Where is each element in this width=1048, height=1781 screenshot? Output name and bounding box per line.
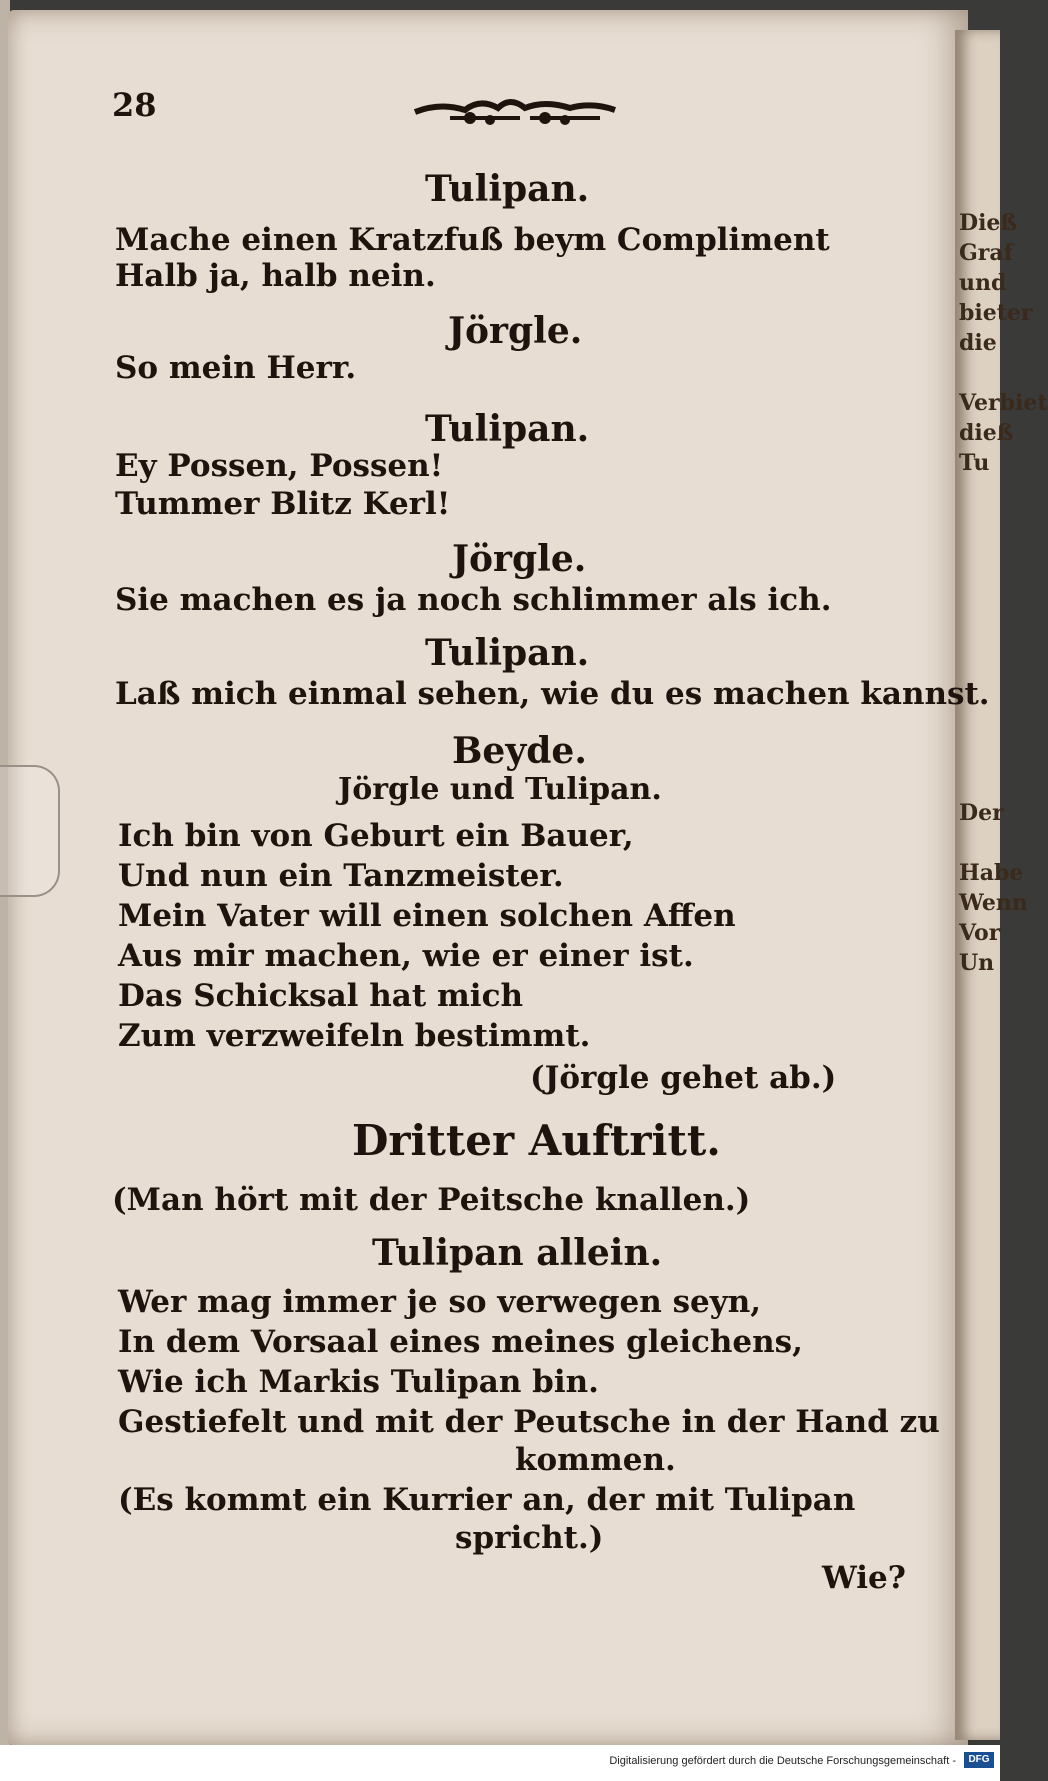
dfg-logo: DFG — [964, 1752, 994, 1768]
stage-direction: spricht.) — [455, 1520, 604, 1556]
page-number: 28 — [112, 86, 157, 124]
speaker-subtitle: Jörgle und Tulipan. — [338, 772, 662, 807]
speaker-tulipan: Tulipan. — [425, 168, 590, 210]
ornament-icon — [410, 88, 620, 132]
verse-line: Wie ich Markis Tulipan bin. — [118, 1364, 599, 1400]
verse-line: So mein Herr. — [115, 350, 357, 386]
verse-line: Wie? — [822, 1560, 906, 1596]
speaker-tulipan: Tulipan. — [425, 408, 590, 450]
verse-line: Ich bin von Geburt ein Bauer, — [118, 818, 634, 854]
speaker-beyde: Beyde. — [452, 730, 587, 772]
verse-line: Gestiefelt und mit der Peutsche in der Hand zu — [118, 1404, 940, 1440]
verse-line: Zum verzweifeln bestimmt. — [118, 1018, 591, 1054]
scene-heading: Dritter Auftritt. — [352, 1116, 721, 1165]
verse-line: Tummer Blitz Kerl! — [115, 486, 451, 522]
stage-direction: (Jörgle gehet ab.) — [530, 1060, 837, 1096]
verse-line: Wer mag immer je so verwegen seyn, — [118, 1284, 762, 1320]
verse-line: Aus mir machen, wie er einer ist. — [118, 938, 694, 974]
verse-line: In dem Vorsaal eines meines gleichens, — [118, 1324, 803, 1360]
page-clip-tab — [0, 765, 60, 897]
verse-line: Mein Vater will einen solchen Affen — [118, 898, 736, 934]
stage-direction: (Man hört mit der Peitsche knallen.) — [112, 1182, 751, 1218]
verse-line: Das Schicksal hat mich — [118, 978, 523, 1014]
speaker-joergle: Jörgle. — [448, 310, 583, 352]
stage-direction: (Es kommt ein Kurrier an, der mit Tulipan — [118, 1482, 856, 1518]
verse-line: Sie machen es ja noch schlimmer als ich. — [115, 582, 832, 618]
verse-line: Mache einen Kratzfuß beym Compliment — [115, 222, 830, 258]
verse-line: Laß mich einmal sehen, wie du es machen kannst. — [115, 676, 990, 712]
speaker-joergle: Jörgle. — [452, 538, 587, 580]
speaker-tulipan: Tulipan allein. — [372, 1232, 663, 1274]
verse-line: kommen. — [515, 1442, 676, 1478]
page-right-fragment: Dieß Graf und bieter die Verbiet dieß Tu Der Habe Wenn Vor Un — [955, 30, 1000, 1740]
verse-line: Halb ja, halb nein. — [115, 258, 436, 294]
funding-credit: Digitalisierung gefördert durch die Deutsche Forschungsgemeinschaft - — [609, 1755, 956, 1767]
verse-line: Ey Possen, Possen! — [115, 448, 444, 484]
verse-line: Und nun ein Tanzmeister. — [118, 858, 564, 894]
speaker-tulipan: Tulipan. — [425, 632, 590, 674]
